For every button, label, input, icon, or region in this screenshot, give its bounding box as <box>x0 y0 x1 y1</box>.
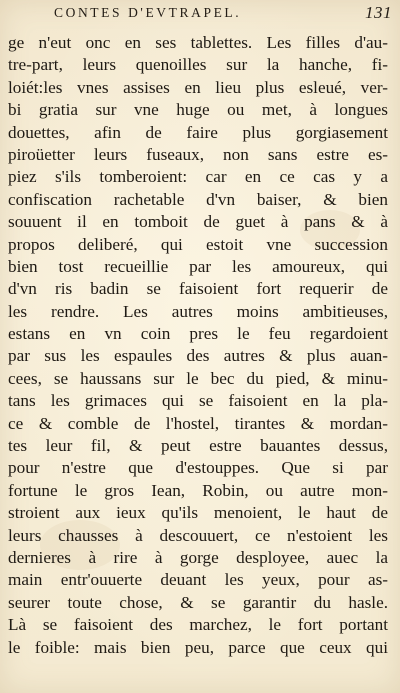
text-line: seurer toute chose, & se garantir du hasle. <box>8 592 388 612</box>
running-title: CONTES D'EVTRAPEL. <box>54 5 242 20</box>
running-head <box>0 2 400 26</box>
text-line: tans les grimaces qui se faisoient en la pla- <box>8 391 388 411</box>
text-line: par sus les espaules des autres & plus auan- <box>8 346 388 366</box>
text-line: leurs chausses à descouuert, ce n'estoient les <box>8 525 388 545</box>
page-number: 131 <box>365 3 392 22</box>
text-line: piez s'ils tomberoient: car en ce cas y a <box>8 167 388 187</box>
text-line: le foible: mais bien peu, parce que ceux qui <box>8 637 388 657</box>
text-line: d'vn ris badin se faisoient fort requerir de <box>8 279 388 299</box>
text-line: ge n'eut onc en ses tablettes. Les filles d'au- <box>8 33 388 52</box>
text-line: bien tost recueillie par les amoureux, qui <box>8 256 388 276</box>
text-line: souuent il en tomboit de guet à pans & à <box>8 212 388 232</box>
text-line: fortune le gros Iean, Robin, ou autre mon- <box>8 480 388 500</box>
text-line: les rendre. Les autres moins ambitieuses, <box>8 301 388 321</box>
text-line: main entr'ouuerte deuant les yeux, pour as- <box>8 570 388 590</box>
text-line: tes leur fil, & peut estre bauantes dessus, <box>8 436 388 456</box>
text-line: loiét:les vnes assises en lieu plus esleué, ver- <box>8 77 388 97</box>
text-line: cees, se haussans sur le bec du pied, & minu- <box>8 368 388 388</box>
text-line: stroient aux ieux qu'ils menoient, le haut de <box>8 503 388 523</box>
text-line: ce & comble de l'hostel, tirantes & mordan- <box>8 413 388 433</box>
text-line: Là se faisoient des marchez, le fort portant <box>8 615 388 635</box>
text-line: pour n'estre que d'estouppes. Que si par <box>8 458 388 478</box>
text-block <box>8 32 388 659</box>
text-line: confiscation rachetable d'vn baiser, & bien <box>8 189 388 209</box>
text-line: estans en vn coin pres le feu regardoient <box>8 324 388 344</box>
text-line: tre-part, leurs quenoilles sur la hanche, fi- <box>8 55 388 75</box>
text-line: piroüetter leurs fuseaux, non sans estre es- <box>8 144 388 164</box>
text-line: bi gratia sur vne huge ou met, à longues <box>8 100 388 120</box>
text-line: propos deliberé, qui estoit vne succession <box>8 234 388 254</box>
text-line: dernieres à rire à gorge desployee, auec la <box>8 547 388 567</box>
text-line: douettes, afin de faire plus gorgiasement <box>8 122 388 142</box>
